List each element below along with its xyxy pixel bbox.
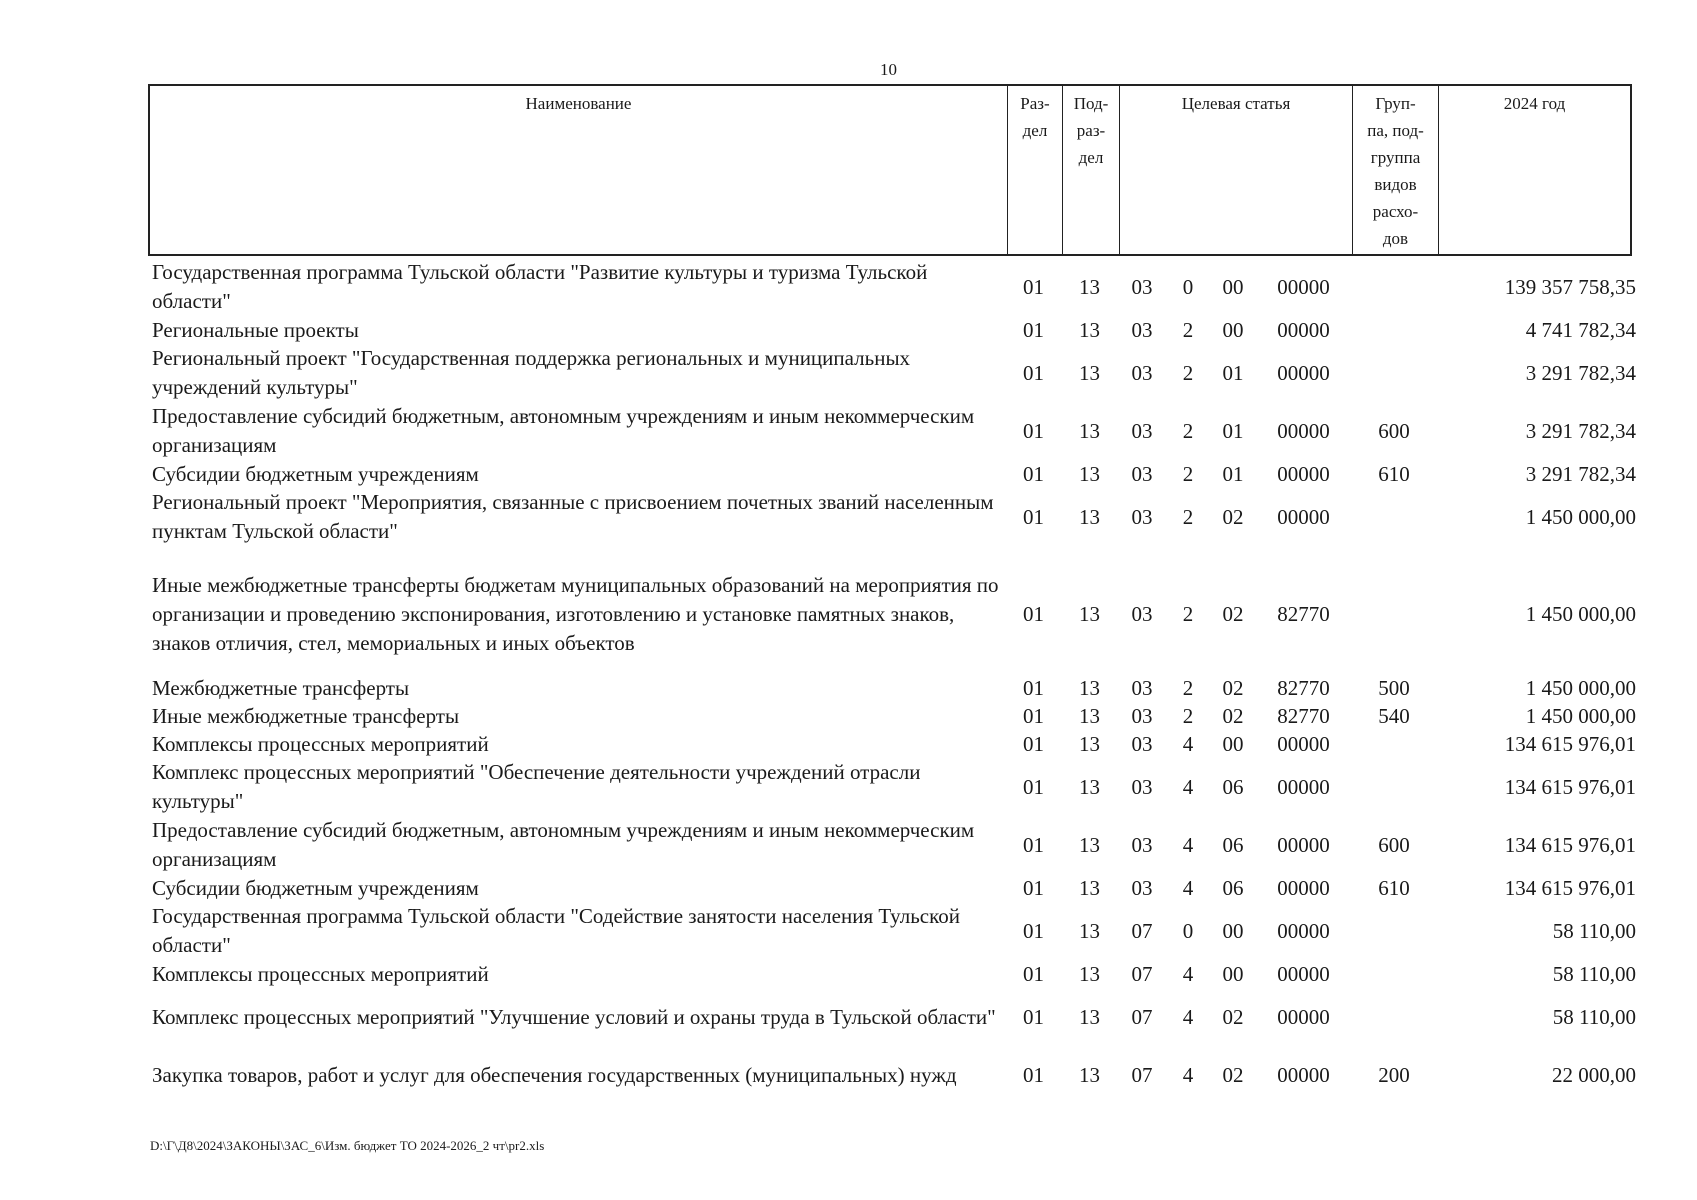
row-target-subprogram: 00 <box>1222 317 1244 342</box>
row-target-program: 03 <box>1131 731 1153 756</box>
row-target-direction: 82770 <box>1277 703 1330 728</box>
header-name: Наименование <box>150 86 1008 254</box>
table-row <box>148 570 1638 658</box>
row-razdel: 01 <box>1023 461 1044 486</box>
row-name: Комплекс процессных мероприятий "Улучшение условий и охраны труда в Тульской области" <box>152 1004 996 1029</box>
row-target-subprogram: 02 <box>1222 675 1244 700</box>
row-podrazdel: 13 <box>1079 1004 1100 1029</box>
row-razdel: 01 <box>1023 601 1044 626</box>
row-amount: 139 357 758,35 <box>1504 274 1636 299</box>
row-podrazdel: 13 <box>1079 961 1100 986</box>
row-podrazdel: 13 <box>1079 360 1100 385</box>
row-target-program: 03 <box>1131 418 1153 443</box>
row-amount: 22 000,00 <box>1552 1062 1636 1087</box>
row-target-subprogram: 01 <box>1222 461 1244 486</box>
row-target-subprogram: 02 <box>1222 1004 1244 1029</box>
row-razdel: 01 <box>1023 317 1044 342</box>
row-target-program: 07 <box>1131 1004 1153 1029</box>
row-target-direction: 00000 <box>1277 461 1330 486</box>
header-year: 2024 год <box>1503 94 1566 113</box>
row-target-direction: 82770 <box>1277 675 1330 700</box>
row-name: Комплексы процессных мероприятий <box>152 731 489 756</box>
row-target-type: 2 <box>1182 601 1194 626</box>
row-target-subprogram: 00 <box>1222 961 1244 986</box>
row-razdel: 01 <box>1023 703 1044 728</box>
row-target-type: 2 <box>1182 418 1194 443</box>
row-amount: 3 291 782,34 <box>1525 461 1636 486</box>
row-podrazdel: 13 <box>1079 675 1100 700</box>
row-target-subprogram: 00 <box>1222 918 1244 943</box>
row-razdel: 01 <box>1023 418 1044 443</box>
row-target-type: 2 <box>1182 360 1194 385</box>
row-razdel: 01 <box>1023 1004 1044 1029</box>
row-target-type: 0 <box>1182 918 1194 943</box>
table-row <box>148 758 1638 816</box>
row-target-direction: 00000 <box>1277 774 1330 799</box>
row-target-program: 03 <box>1131 875 1153 900</box>
row-target-type: 4 <box>1182 875 1194 900</box>
table-row <box>148 460 1638 488</box>
row-razdel: 01 <box>1023 918 1044 943</box>
row-target-program: 03 <box>1131 461 1153 486</box>
row-expense-group: 200 <box>1378 1062 1410 1087</box>
row-name: Закупка товаров, работ и услуг для обеспечения государственных (муниципальных) нужд <box>152 1062 957 1087</box>
row-target-program: 03 <box>1131 360 1153 385</box>
row-target-program: 03 <box>1131 774 1153 799</box>
row-amount: 134 615 976,01 <box>1504 832 1636 857</box>
table-row <box>148 258 1638 316</box>
row-amount: 3 291 782,34 <box>1525 418 1636 443</box>
row-target-direction: 00000 <box>1277 961 1330 986</box>
row-target-type: 2 <box>1182 317 1194 342</box>
row-razdel: 01 <box>1023 1062 1044 1087</box>
row-target-subprogram: 06 <box>1222 875 1244 900</box>
row-target-direction: 00000 <box>1277 875 1330 900</box>
row-target-subprogram: 01 <box>1222 360 1244 385</box>
table-header <box>148 84 1632 256</box>
table-row <box>148 902 1638 960</box>
row-amount: 1 450 000,00 <box>1525 504 1636 529</box>
row-target-type: 4 <box>1182 961 1194 986</box>
table-row <box>148 488 1638 546</box>
row-target-direction: 00000 <box>1277 274 1330 299</box>
row-target-program: 03 <box>1131 274 1153 299</box>
row-target-program: 03 <box>1131 601 1153 626</box>
row-razdel: 01 <box>1023 774 1044 799</box>
row-name: Государственная программа Тульской области "Развитие культуры и туризма Тульской области" <box>152 260 928 313</box>
row-target-direction: 00000 <box>1277 918 1330 943</box>
row-target-program: 03 <box>1131 675 1153 700</box>
row-target-direction: 00000 <box>1277 1004 1330 1029</box>
row-amount: 134 615 976,01 <box>1504 774 1636 799</box>
row-podrazdel: 13 <box>1079 731 1100 756</box>
header-podrazdel: Под- раз- дел <box>1063 86 1120 254</box>
row-expense-group: 500 <box>1378 675 1410 700</box>
table-row <box>148 1046 1638 1104</box>
table-row <box>148 316 1638 344</box>
row-target-direction: 00000 <box>1277 360 1330 385</box>
header-gruppa: Груп- па, под- группа видов расхо- дов <box>1353 86 1439 254</box>
row-razdel: 01 <box>1023 961 1044 986</box>
row-target-subprogram: 02 <box>1222 703 1244 728</box>
table-row <box>148 960 1638 988</box>
row-amount: 1 450 000,00 <box>1525 601 1636 626</box>
row-razdel: 01 <box>1023 274 1044 299</box>
row-target-subprogram: 00 <box>1222 274 1244 299</box>
row-target-subprogram: 00 <box>1222 731 1244 756</box>
table-row <box>148 874 1638 902</box>
row-expense-group: 600 <box>1378 832 1410 857</box>
row-podrazdel: 13 <box>1079 461 1100 486</box>
row-razdel: 01 <box>1023 504 1044 529</box>
header-razdel: Раз- дел <box>1008 86 1063 254</box>
file-path: D:\Г\Д8\2024\ЗАКОНЫ\ЗАС_6\Изм. бюджет ТО 2024-2026_2 чт\pr2.xls <box>150 1138 545 1153</box>
row-name: Субсидии бюджетным учреждениям <box>152 461 479 486</box>
row-amount: 58 110,00 <box>1552 918 1636 943</box>
row-name: Предоставление субсидий бюджетным, автономным учреждениям и иным некоммерческим организациям <box>152 404 975 457</box>
row-target-type: 2 <box>1182 703 1194 728</box>
row-name: Региональный проект "Мероприятия, связанные с присвоением почетных званий населенным пунктам Тульской области" <box>152 490 994 543</box>
row-podrazdel: 13 <box>1079 832 1100 857</box>
row-target-subprogram: 01 <box>1222 418 1244 443</box>
table-row <box>148 702 1638 730</box>
row-podrazdel: 13 <box>1079 1062 1100 1087</box>
row-target-subprogram: 02 <box>1222 601 1244 626</box>
header-celevaya-statya: Целевая статья <box>1120 86 1353 254</box>
row-target-subprogram: 02 <box>1222 1062 1244 1087</box>
row-amount: 58 110,00 <box>1552 1004 1636 1029</box>
row-expense-group: 600 <box>1378 418 1410 443</box>
row-target-type: 0 <box>1182 274 1194 299</box>
row-razdel: 01 <box>1023 832 1044 857</box>
row-podrazdel: 13 <box>1079 504 1100 529</box>
row-podrazdel: 13 <box>1079 317 1100 342</box>
row-expense-group: 610 <box>1378 875 1410 900</box>
row-target-program: 07 <box>1131 961 1153 986</box>
row-target-program: 03 <box>1131 832 1153 857</box>
row-target-direction: 00000 <box>1277 504 1330 529</box>
row-podrazdel: 13 <box>1079 703 1100 728</box>
row-target-subprogram: 06 <box>1222 774 1244 799</box>
row-podrazdel: 13 <box>1079 601 1100 626</box>
row-target-direction: 00000 <box>1277 418 1330 443</box>
row-target-type: 4 <box>1182 731 1194 756</box>
table-row <box>148 988 1638 1046</box>
row-target-type: 4 <box>1182 832 1194 857</box>
row-target-program: 07 <box>1131 918 1153 943</box>
row-target-direction: 00000 <box>1277 317 1330 342</box>
row-podrazdel: 13 <box>1079 875 1100 900</box>
row-target-direction: 00000 <box>1277 1062 1330 1087</box>
row-name: Комплексы процессных мероприятий <box>152 961 489 986</box>
row-target-type: 4 <box>1182 774 1194 799</box>
row-name: Комплекс процессных мероприятий "Обеспечение деятельности учреждений отрасли культуры" <box>152 760 921 813</box>
row-amount: 134 615 976,01 <box>1504 731 1636 756</box>
row-target-program: 03 <box>1131 504 1153 529</box>
row-amount: 58 110,00 <box>1552 961 1636 986</box>
row-name: Иные межбюджетные трансферты <box>152 703 460 728</box>
row-target-type: 4 <box>1182 1004 1194 1029</box>
row-target-type: 4 <box>1182 1062 1194 1087</box>
row-target-direction: 00000 <box>1277 731 1330 756</box>
page-number: 10 <box>880 60 897 79</box>
row-target-program: 03 <box>1131 317 1153 342</box>
row-target-direction: 00000 <box>1277 832 1330 857</box>
table-row <box>148 402 1638 460</box>
table-row <box>148 344 1638 402</box>
row-target-program: 03 <box>1131 703 1153 728</box>
row-podrazdel: 13 <box>1079 918 1100 943</box>
row-razdel: 01 <box>1023 731 1044 756</box>
row-target-type: 2 <box>1182 675 1194 700</box>
row-target-program: 07 <box>1131 1062 1153 1087</box>
row-podrazdel: 13 <box>1079 774 1100 799</box>
row-name: Региональный проект "Государственная поддержка региональных и муниципальных учреждений культуры" <box>152 346 911 399</box>
row-target-subprogram: 06 <box>1222 832 1244 857</box>
row-target-type: 2 <box>1182 461 1194 486</box>
row-amount: 3 291 782,34 <box>1525 360 1636 385</box>
row-razdel: 01 <box>1023 675 1044 700</box>
row-podrazdel: 13 <box>1079 418 1100 443</box>
row-amount: 1 450 000,00 <box>1525 675 1636 700</box>
row-amount: 134 615 976,01 <box>1504 875 1636 900</box>
row-amount: 1 450 000,00 <box>1525 703 1636 728</box>
row-amount: 4 741 782,34 <box>1525 317 1636 342</box>
row-name: Региональные проекты <box>152 317 359 342</box>
row-name: Предоставление субсидий бюджетным, автономным учреждениям и иным некоммерческим организациям <box>152 818 975 871</box>
row-expense-group: 610 <box>1378 461 1410 486</box>
table-row <box>148 730 1638 758</box>
row-name: Межбюджетные трансферты <box>152 675 410 700</box>
row-razdel: 01 <box>1023 360 1044 385</box>
row-name: Субсидии бюджетным учреждениям <box>152 875 479 900</box>
row-name: Иные межбюджетные трансферты бюджетам муниципальных образований на мероприятия по организации и проведению экспонирования, изготовлению и установке памятных знаков, знаков отличия, стел, мемориальных и иных объектов <box>152 572 999 655</box>
row-expense-group: 540 <box>1378 703 1410 728</box>
row-name: Государственная программа Тульской области "Содействие занятости населения Тульской области" <box>152 904 960 957</box>
row-razdel: 01 <box>1023 875 1044 900</box>
table-row <box>148 816 1638 874</box>
row-target-type: 2 <box>1182 504 1194 529</box>
row-podrazdel: 13 <box>1079 274 1100 299</box>
row-target-subprogram: 02 <box>1222 504 1244 529</box>
row-target-direction: 82770 <box>1277 601 1330 626</box>
table-row <box>148 674 1638 702</box>
